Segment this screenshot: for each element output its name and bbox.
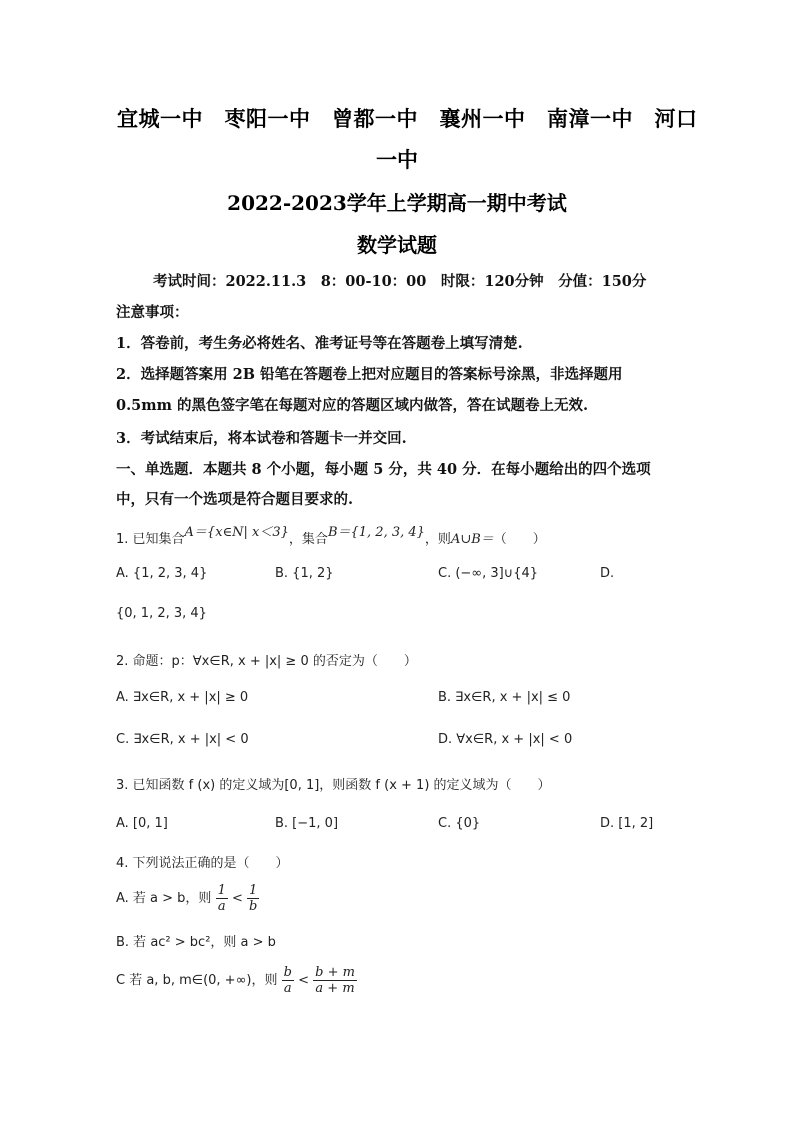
q4-a-operator: < (232, 891, 243, 906)
note-1: 1．答卷前，考生务必将姓名、准考证号等在答题卷上填写清楚. (116, 335, 523, 352)
q1-option-a: A. {1, 2, 3, 4} (116, 566, 208, 581)
note-2-line-1: 2．选择题答案用 2B 铅笔在答题卷上把对应题目的答案标号涂黑，非选择题用 (116, 366, 623, 383)
q1-option-d-continued: {0, 1, 2, 3, 4} (116, 606, 207, 621)
q2-option-d: D. ∀x∈R, x + |x| < 0 (438, 732, 573, 747)
q4-option-c (116, 966, 357, 995)
q4-a-frac1-num: 1 (217, 883, 226, 898)
q4-stem: 4. 下列说法正确的是（ ） (116, 856, 289, 871)
q4-c-fraction-1 (282, 966, 294, 995)
q4-c-frac2-den: a + m (315, 981, 355, 996)
q4-c-frac2-num: b + m (315, 965, 355, 980)
q4-c-frac1-num: b (283, 965, 292, 980)
q4-a-frac1-den: a (217, 899, 226, 914)
q1-option-d: D. (600, 566, 615, 581)
q1-paren: （ ） (493, 532, 546, 547)
schools-line-1: 宜城一中 枣阳一中 曾都一中 襄州一中 南漳一中 河口 (117, 106, 698, 131)
q1-option-b: B. {1, 2} (275, 566, 334, 581)
q1-set-b: B＝{1, 2, 3, 4} (327, 525, 425, 540)
q4-a-frac2-den: b (249, 899, 258, 914)
q4-a-fraction-1 (216, 884, 228, 913)
schools-line-2: 一中 (376, 147, 418, 172)
q1-option-c: C. (−∞, 3]∪{4} (438, 566, 539, 581)
exam-info: 考试时间：2022.11.3 8：00-10：00 时限：120分钟 分值：150分 (153, 273, 647, 290)
note-3: 3．考试结束后，将本试卷和答题卡一并交回. (116, 430, 407, 447)
q1-stem-prefix: 1. 已知集合 (116, 532, 185, 547)
note-2-line-2: 0.5mm 的黑色签字笔在每题对应的答题区域内做答，答在试题卷上无效. (116, 397, 589, 414)
q4-option-a-prefix: A. 若 a > b，则 (116, 891, 212, 906)
q3-stem: 3. 已知函数 f (x) 的定义域为[0, 1]，则函数 f (x + 1) 的定义域为（ ） (116, 778, 551, 793)
q1-stem-suffix: ，则 (424, 532, 451, 547)
q1-stem-mid: ，集合 (288, 532, 328, 547)
q3-option-a: A. [0, 1] (116, 816, 168, 831)
exam-title: 2022-2023学年上学期高一期中考试 (227, 191, 567, 215)
section-1-line-1: 一、单选题．本题共 8 个小题，每小题 5 分，共 40 分．在每小题给出的四个选项 (116, 461, 651, 478)
section-1-line-2: 中，只有一个选项是符合题目要求的. (116, 491, 354, 508)
q4-a-fraction-2 (247, 884, 259, 913)
q2-option-a: A. ∃x∈R, x + |x| ≥ 0 (116, 690, 249, 705)
q2-option-c: C. ∃x∈R, x + |x| < 0 (116, 732, 249, 747)
q3-option-b: B. [−1, 0] (275, 816, 339, 831)
q1-set-a: A＝{x∈N| x＜3} (184, 525, 289, 540)
q2-stem: 2. 命题：p：∀x∈R, x + |x| ≥ 0 的否定为（ ） (116, 654, 417, 669)
q4-c-fraction-2 (313, 966, 357, 995)
q1-stem (116, 525, 546, 547)
q4-option-b: B. 若 ac² > bc²，则 a > b (116, 935, 276, 950)
q4-option-a (116, 884, 259, 913)
q4-c-operator: < (298, 973, 309, 988)
q3-option-c: C. {0} (438, 816, 481, 831)
q4-a-frac2-num: 1 (249, 883, 258, 898)
q4-c-frac1-den: a (283, 981, 292, 996)
notes-heading: 注意事项： (116, 304, 189, 321)
q3-option-d: D. [1, 2] (600, 816, 654, 831)
q4-option-c-prefix: C 若 a, b, m∈(0, +∞)，则 (116, 973, 278, 988)
q2-option-b: B. ∃x∈R, x + |x| ≤ 0 (438, 690, 571, 705)
subject-title: 数学试题 (357, 233, 437, 257)
q1-expr: A∪B＝ (450, 532, 494, 547)
